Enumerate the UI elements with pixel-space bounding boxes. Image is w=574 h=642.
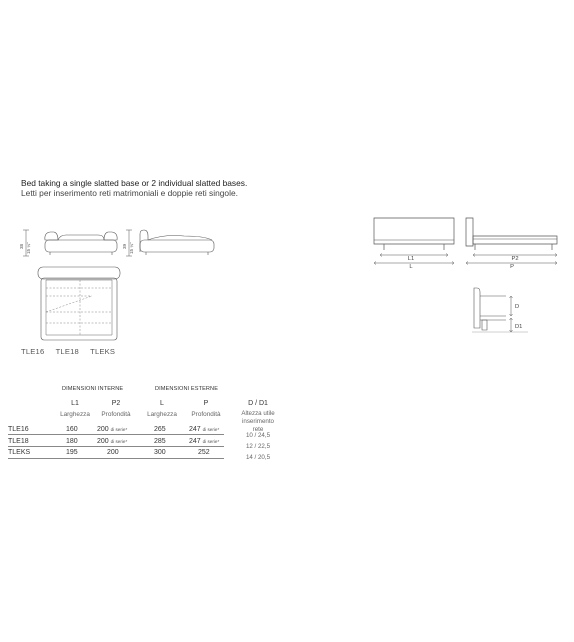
cell-p2: 200 di serie* [97, 426, 128, 433]
cell-l: 300 [154, 449, 166, 456]
cell-d: 10 / 24,5 [245, 432, 271, 439]
column-header-l: L [160, 400, 164, 407]
column-sub-p: Profondità [191, 411, 221, 418]
model-code: TLE16 [21, 347, 45, 356]
internal-dimensions-header: DIMENSIONI INTERNE [62, 386, 124, 392]
bed-front-dimension-drawing [370, 212, 460, 272]
description-english: Bed taking a single slatted base or 2 individual slatted bases. [21, 178, 248, 188]
p-dimension-label: P [510, 264, 514, 270]
external-dimensions-header: DIMENSIONI ESTERNE [155, 386, 219, 392]
cell-p: 252 [198, 449, 210, 456]
column-header-p: P [203, 400, 209, 407]
column-header-l1: L1 [71, 400, 79, 407]
bed-section-dimension-drawing [468, 282, 532, 338]
cell-l: 285 [154, 438, 166, 445]
cell-p: 247 di serie* [189, 426, 220, 433]
cell-p2: 200 [107, 449, 119, 456]
cell-d: 14 / 20,5 [245, 454, 271, 461]
row-code: TLE16 [8, 426, 29, 433]
column-header-d: D / D1 [248, 400, 268, 407]
p2-dimension-label: P2 [511, 256, 519, 262]
column-header-p2: P2 [111, 400, 121, 407]
height-label-cm: 39 [122, 243, 127, 249]
row-code: TLE18 [8, 438, 29, 445]
description-italian: Letti per inserimento reti matrimoniali e doppie reti singole. [21, 188, 238, 198]
cell-l1: 195 [66, 449, 78, 456]
height-label-in: 15 ¼" [26, 242, 31, 254]
column-sub-p2: Profondità [101, 411, 131, 418]
cell-d: 12 / 22,5 [245, 443, 271, 450]
column-sub-l: Larghezza [147, 411, 177, 418]
model-code: TLE18 [55, 347, 79, 356]
bed-plan-drawing [36, 263, 122, 343]
bed-side-elevation-drawing [124, 226, 219, 262]
cell-l: 265 [154, 426, 166, 433]
d1-dimension-label: D1 [515, 324, 523, 330]
row-code: TLEKS [8, 449, 31, 456]
model-code-list [21, 347, 124, 356]
cell-p: 247 di serie* [189, 438, 220, 445]
l-dimension-label: L [409, 264, 413, 270]
d-dimension-label: D [515, 304, 520, 310]
height-label-cm: 38 [19, 243, 24, 249]
height-label-in: 15 ¼" [129, 242, 134, 254]
l1-dimension-label: L1 [407, 256, 415, 262]
cell-l1: 180 [66, 438, 78, 445]
column-sub-d: Altezza utile inserimento rete [241, 410, 275, 433]
cell-p2: 200 di serie* [97, 438, 128, 445]
model-code: TLEKS [90, 347, 116, 356]
column-sub-l1: Larghezza [60, 411, 90, 418]
bed-side-dimension-drawing [462, 212, 562, 272]
cell-l1: 160 [66, 426, 78, 433]
